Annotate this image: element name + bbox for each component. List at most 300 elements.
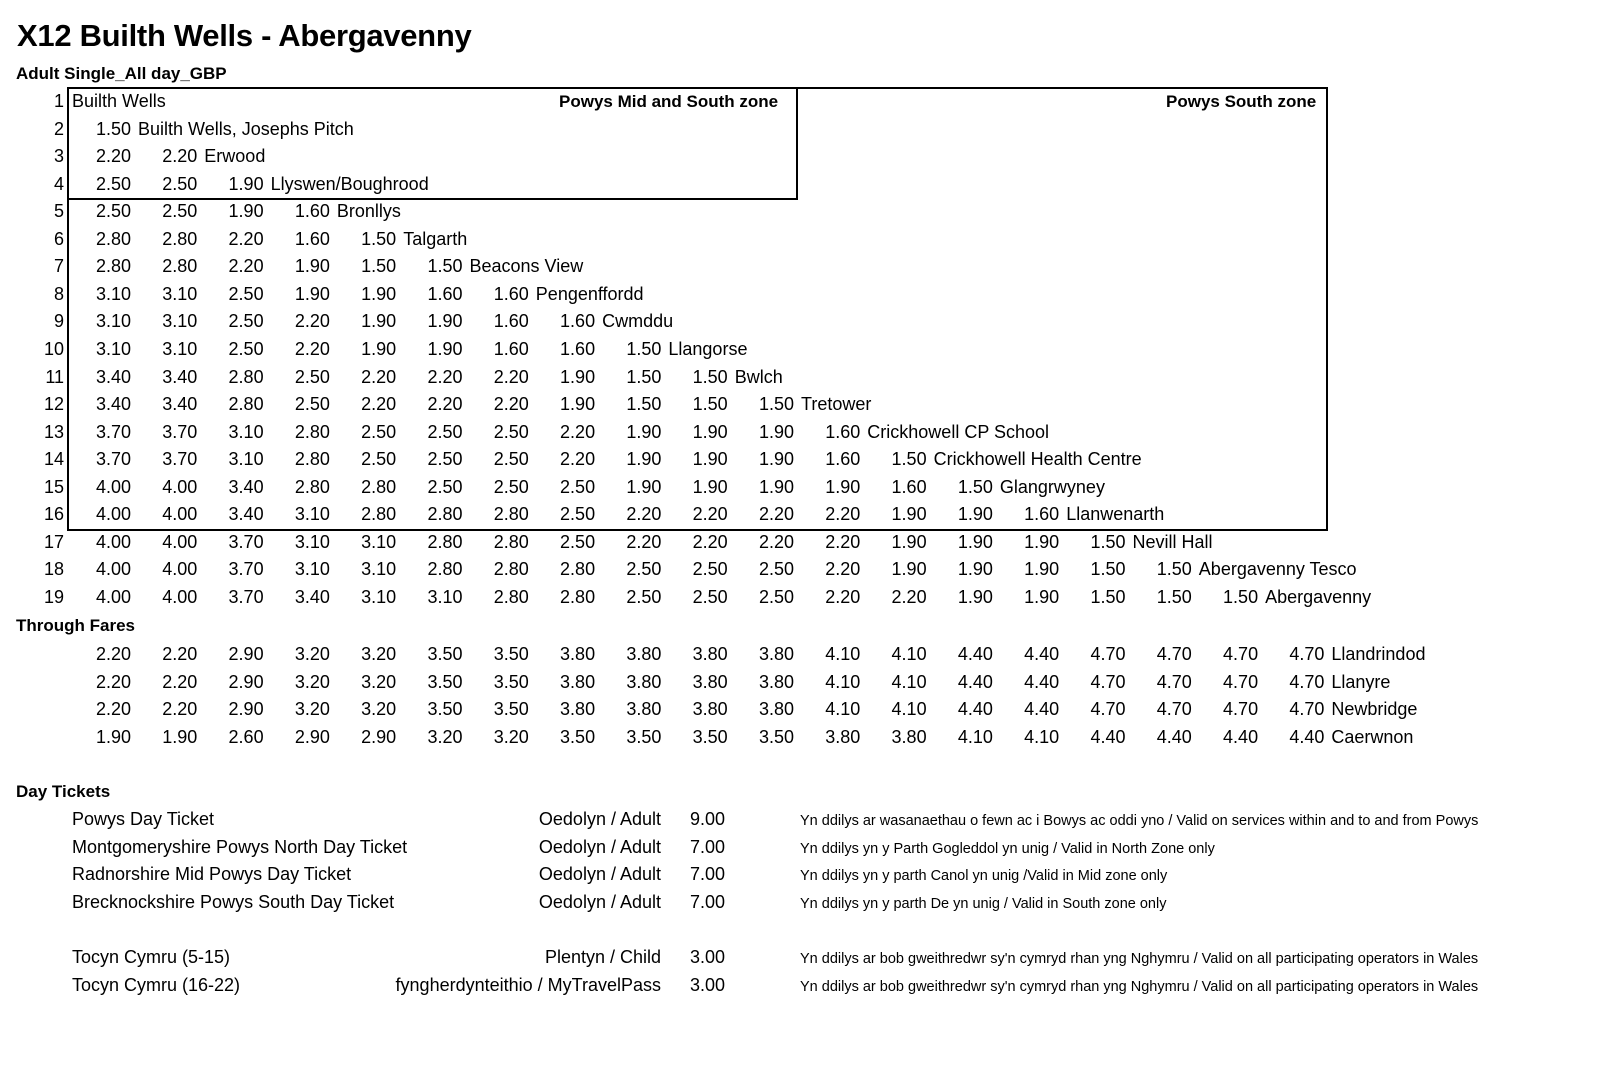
ticket-price: 7.00	[690, 837, 726, 857]
fare-cell: 2.20	[493, 366, 529, 387]
through-fare-cell: 4.10	[891, 699, 927, 720]
through-fare-cell: 3.80	[891, 726, 927, 747]
fare-cell: 1.90	[692, 476, 728, 497]
through-fare-cell: 1.90	[95, 726, 131, 747]
fare-cell: 1.60	[493, 311, 529, 332]
through-fare-cell: 3.80	[560, 699, 596, 720]
through-fare-cell: 3.20	[361, 671, 397, 692]
through-fare-cell: 4.10	[891, 644, 927, 664]
fare-cell: 2.20	[228, 256, 264, 277]
fare-cell: 2.50	[361, 449, 397, 470]
stop-number: 1	[53, 91, 64, 111]
through-fare-cell: 4.70	[1090, 699, 1126, 720]
through-fare-cell: 4.70	[1156, 671, 1192, 692]
through-fare-cell: 3.50	[427, 699, 463, 720]
fare-cell: 2.50	[493, 476, 529, 497]
stop-number: 11	[45, 366, 64, 387]
fare-cell: 2.20	[294, 338, 330, 359]
ticket-passenger-type: Plentyn / Child	[544, 947, 661, 967]
fare-cell: 4.00	[95, 476, 131, 497]
through-fare-cell: 4.70	[1289, 644, 1325, 664]
fare-cell: 2.20	[560, 421, 596, 442]
through-fare-cell: 4.70	[1156, 699, 1192, 720]
through-fare-cell: 2.20	[162, 671, 198, 692]
fare-cell: 2.20	[692, 531, 728, 552]
stop-name: Beacons View	[469, 256, 584, 277]
fare-cell: 1.60	[294, 201, 330, 222]
fare-cell: 2.80	[95, 228, 131, 249]
fare-cell: 2.20	[560, 449, 596, 470]
through-fare-cell: 4.70	[1223, 644, 1259, 664]
fare-cell: 2.50	[162, 201, 198, 222]
through-fare-cell: 4.10	[825, 644, 861, 664]
fare-cell: 1.90	[560, 394, 596, 415]
fare-cell: 2.20	[825, 531, 861, 552]
fare-cell: 2.20	[825, 586, 861, 607]
fare-cell: 1.90	[957, 586, 993, 607]
stop-number: 6	[53, 228, 64, 249]
ticket-validity-note: Yn ddilys ar bob gweithredwr sy'n cymryd rhan yng Nghymru / Valid on all participating operators in Wales	[800, 951, 1479, 967]
stop-number: 7	[53, 256, 64, 277]
fare-cell: 2.50	[228, 311, 264, 332]
fare-cell: 3.40	[162, 394, 198, 415]
fare-cell: 1.50	[692, 366, 728, 387]
stop-name: Talgarth	[403, 228, 468, 249]
through-fare-cell: 4.40	[957, 644, 993, 664]
fare-cell: 1.90	[1024, 559, 1060, 580]
fare-cell: 1.60	[825, 449, 861, 470]
through-fare-cell: 2.20	[95, 699, 131, 720]
stop-name: Crickhowell Health Centre	[933, 449, 1142, 470]
fare-cell: 2.80	[427, 559, 463, 580]
zone-label-mid-south: Powys Mid and South zone	[559, 92, 779, 111]
through-fare-origin: Llanyre	[1331, 671, 1391, 692]
stop-number: 15	[43, 476, 64, 497]
through-fare-cell: 3.20	[361, 644, 397, 664]
fare-cell: 3.70	[228, 586, 264, 607]
fare-cell: 3.10	[95, 283, 131, 304]
fare-cell: 2.80	[162, 256, 198, 277]
stop-number: 9	[53, 311, 64, 332]
fare-cell: 2.50	[162, 173, 198, 194]
fare-cell: 3.40	[95, 394, 131, 415]
stop-name: Pengenffordd	[535, 283, 644, 304]
fare-cell: 1.90	[294, 256, 330, 277]
fare-cell: 1.90	[891, 504, 927, 525]
stop-number: 8	[53, 283, 64, 304]
through-fare-cell: 2.60	[228, 726, 264, 747]
stop-number: 16	[43, 504, 64, 525]
through-fare-cell: 3.80	[560, 644, 596, 664]
fare-cell: 2.20	[891, 586, 927, 607]
fare-cell: 1.90	[825, 476, 861, 497]
through-fare-cell: 2.90	[361, 726, 397, 747]
fare-cell: 1.90	[891, 531, 927, 552]
fare-cell: 2.80	[95, 256, 131, 277]
fare-cell: 3.10	[294, 504, 330, 525]
fare-cell: 1.50	[626, 338, 662, 359]
through-fare-cell: 3.20	[294, 671, 330, 692]
through-fare-cell: 3.80	[825, 726, 861, 747]
fare-cell: 1.90	[427, 338, 463, 359]
fare-cell: 3.10	[95, 338, 131, 359]
fare-cell: 3.70	[95, 449, 131, 470]
fare-cell: 4.00	[95, 531, 131, 552]
fare-cell: 2.80	[162, 228, 198, 249]
through-fare-cell: 3.80	[692, 671, 728, 692]
fare-cell: 2.80	[228, 366, 264, 387]
fare-cell: 1.90	[891, 559, 927, 580]
fare-cell: 2.50	[228, 338, 264, 359]
fare-cell: 4.00	[162, 559, 198, 580]
zone-label-south: Powys South zone	[1166, 92, 1317, 111]
through-fare-cell: 3.80	[560, 671, 596, 692]
fare-cell: 1.90	[758, 449, 794, 470]
fare-cell: 2.50	[228, 283, 264, 304]
ticket-name: Brecknockshire Powys South Day Ticket	[72, 892, 395, 912]
fare-cell: 4.00	[95, 586, 131, 607]
through-fare-cell: 3.50	[758, 726, 794, 747]
stop-name: Abergavenny	[1265, 586, 1372, 607]
fare-cell: 2.50	[95, 201, 131, 222]
ticket-validity-note: Yn ddilys yn y Parth Gogleddol yn unig / Valid in North Zone only	[800, 841, 1215, 857]
stop-number: 12	[43, 394, 64, 415]
fare-cell: 2.50	[626, 586, 662, 607]
fare-cell: 4.00	[162, 586, 198, 607]
stop-number: 13	[43, 421, 64, 442]
fare-cell: 2.50	[692, 559, 728, 580]
ticket-price: 3.00	[690, 975, 726, 995]
through-fare-cell: 4.40	[957, 699, 993, 720]
fare-cell: 2.80	[427, 531, 463, 552]
fare-cell: 1.50	[758, 394, 794, 415]
stop-name: Llyswen/Boughrood	[270, 173, 429, 194]
ticket-name: Tocyn Cymru (16-22)	[72, 975, 241, 995]
stop-number: 5	[53, 201, 64, 222]
fare-cell: 2.50	[427, 449, 463, 470]
fare-cell: 1.90	[427, 311, 463, 332]
through-fare-cell: 4.10	[891, 671, 927, 692]
through-fare-cell: 3.20	[294, 644, 330, 664]
fare-cell: 1.50	[692, 394, 728, 415]
fare-cell: 1.50	[957, 476, 993, 497]
fare-cell: 2.50	[95, 173, 131, 194]
ticket-passenger-type: fyngherdynteithio / MyTravelPass	[395, 975, 661, 995]
fare-cell: 3.10	[162, 283, 198, 304]
fare-cell: 4.00	[162, 531, 198, 552]
fare-cell: 2.80	[427, 504, 463, 525]
fare-cell: 4.00	[95, 504, 131, 525]
fare-cell: 1.90	[758, 421, 794, 442]
fare-cell: 2.20	[493, 394, 529, 415]
ticket-name: Powys Day Ticket	[72, 809, 215, 829]
fare-cell: 2.80	[560, 586, 596, 607]
ticket-price: 9.00	[690, 809, 726, 829]
through-fare-cell: 4.10	[825, 671, 861, 692]
fare-cell: 1.90	[626, 421, 662, 442]
fare-cell: 2.20	[825, 504, 861, 525]
fare-cell: 1.50	[626, 366, 662, 387]
ticket-name: Tocyn Cymru (5-15)	[72, 947, 231, 967]
fare-cell: 3.10	[162, 311, 198, 332]
fare-cell: 1.50	[361, 256, 397, 277]
through-fare-cell: 4.40	[1223, 726, 1259, 747]
fare-cell: 3.40	[228, 476, 264, 497]
ticket-passenger-type: Oedolyn / Adult	[538, 837, 661, 857]
fare-cell: 1.90	[626, 449, 662, 470]
fare-cell: 3.10	[228, 421, 264, 442]
fare-cell: 3.10	[427, 586, 463, 607]
fare-cell: 1.90	[361, 283, 397, 304]
fare-cell: 2.80	[560, 559, 596, 580]
fare-cell: 1.90	[758, 476, 794, 497]
fare-cell: 2.20	[361, 394, 397, 415]
fare-cell: 3.70	[162, 449, 198, 470]
fare-cell: 2.50	[493, 449, 529, 470]
fare-cell: 2.20	[361, 366, 397, 387]
through-fare-cell: 3.50	[427, 644, 463, 664]
fare-cell: 1.50	[427, 256, 463, 277]
fare-type-subtitle: Adult Single_All day_GBP	[16, 64, 227, 83]
fare-cell: 1.60	[891, 476, 927, 497]
through-fare-cell: 4.40	[1289, 726, 1325, 747]
ticket-validity-note: Yn ddilys ar wasanaethau o fewn ac i Bowys ac oddi yno / Valid on services within and to and from Powys	[800, 813, 1479, 829]
through-fare-cell: 4.40	[1156, 726, 1192, 747]
through-fare-cell: 4.40	[1024, 671, 1060, 692]
fare-cell: 4.00	[95, 559, 131, 580]
ticket-price: 7.00	[690, 892, 726, 912]
fare-cell: 3.40	[294, 586, 330, 607]
fare-cell: 2.20	[825, 559, 861, 580]
through-fare-cell: 3.20	[361, 699, 397, 720]
fare-cell: 1.60	[560, 311, 596, 332]
ticket-passenger-type: Oedolyn / Adult	[538, 809, 661, 829]
fare-cell: 2.20	[294, 311, 330, 332]
through-fare-cell: 3.80	[692, 644, 728, 664]
fare-cell: 3.70	[162, 421, 198, 442]
stop-number: 4	[53, 173, 64, 194]
through-fare-cell: 3.50	[427, 671, 463, 692]
fare-cell: 3.10	[294, 531, 330, 552]
fare-cell: 2.20	[427, 394, 463, 415]
through-fare-cell: 3.80	[758, 699, 794, 720]
through-fare-cell: 4.10	[957, 726, 993, 747]
fare-cell: 2.80	[493, 504, 529, 525]
through-fare-cell: 1.90	[162, 726, 198, 747]
stop-number: 3	[53, 146, 64, 167]
fare-cell: 2.20	[626, 531, 662, 552]
through-fare-cell: 4.10	[1024, 726, 1060, 747]
fare-cell: 1.60	[294, 228, 330, 249]
through-fare-cell: 3.80	[692, 699, 728, 720]
through-fare-cell: 3.80	[626, 671, 662, 692]
fare-cell: 3.40	[228, 504, 264, 525]
fare-cell: 1.50	[1090, 531, 1126, 552]
fare-cell: 2.80	[493, 586, 529, 607]
through-fare-origin: Caerwnon	[1331, 726, 1414, 747]
fare-cell: 2.20	[162, 146, 198, 167]
stop-number: 18	[43, 559, 64, 580]
stop-name: Glangrwyney	[999, 476, 1105, 497]
fare-cell: 1.50	[1156, 559, 1192, 580]
through-fare-cell: 4.70	[1090, 671, 1126, 692]
through-fare-cell: 3.80	[626, 644, 662, 664]
stop-number: 19	[43, 586, 64, 607]
fare-cell: 2.80	[361, 476, 397, 497]
fare-cell: 2.20	[95, 146, 131, 167]
fare-cell: 1.50	[1090, 586, 1126, 607]
fare-cell: 1.90	[1024, 531, 1060, 552]
through-fare-cell: 3.50	[626, 726, 662, 747]
through-fare-cell: 3.20	[493, 726, 529, 747]
fare-cell: 1.90	[626, 476, 662, 497]
through-fare-cell: 3.50	[692, 726, 728, 747]
fare-cell: 2.20	[427, 366, 463, 387]
fare-cell: 2.50	[361, 421, 397, 442]
through-fare-cell: 4.70	[1090, 644, 1126, 664]
fare-cell: 2.50	[427, 476, 463, 497]
fare-cell: 1.90	[560, 366, 596, 387]
fare-cell: 1.90	[228, 201, 264, 222]
fare-cell: 2.80	[294, 476, 330, 497]
fare-cell: 2.50	[294, 394, 330, 415]
fare-cell: 1.50	[1223, 586, 1259, 607]
through-fare-origin: Llandrindod	[1331, 644, 1426, 664]
fare-cell: 2.80	[294, 421, 330, 442]
fare-cell: 1.50	[95, 118, 131, 139]
ticket-passenger-type: Oedolyn / Adult	[538, 864, 661, 884]
fare-cell: 2.50	[294, 366, 330, 387]
through-fare-cell: 4.70	[1289, 699, 1325, 720]
fare-cell: 2.50	[560, 504, 596, 525]
ticket-validity-note: Yn ddilys yn y parth Canol yn unig /Valid in Mid zone only	[800, 868, 1168, 884]
fare-cell: 3.40	[95, 366, 131, 387]
fare-cell: 1.50	[361, 228, 397, 249]
stop-name: Llanwenarth	[1066, 504, 1165, 525]
through-fare-cell: 2.20	[95, 644, 131, 664]
ticket-validity-note: Yn ddilys yn y parth De yn unig / Valid in South zone only	[800, 896, 1167, 912]
fare-cell: 2.50	[626, 559, 662, 580]
fare-cell: 1.60	[493, 338, 529, 359]
fare-cell: 3.10	[361, 586, 397, 607]
through-fare-origin: Newbridge	[1331, 699, 1418, 720]
fare-cell: 2.50	[560, 531, 596, 552]
fare-cell: 1.60	[1024, 504, 1060, 525]
fare-cell: 2.50	[560, 476, 596, 497]
stop-name: Builth Wells, Josephs Pitch	[138, 118, 354, 139]
through-fare-cell: 4.40	[957, 671, 993, 692]
ticket-name: Montgomeryshire Powys North Day Ticket	[72, 837, 408, 857]
day-tickets-heading: Day Tickets	[16, 782, 111, 801]
fare-cell: 1.90	[957, 531, 993, 552]
through-fare-cell: 3.50	[493, 699, 529, 720]
stop-name: Crickhowell CP School	[867, 421, 1050, 442]
fare-cell: 3.10	[294, 559, 330, 580]
through-fare-cell: 3.50	[493, 644, 529, 664]
fare-cell: 2.20	[692, 504, 728, 525]
through-fare-cell: 2.20	[162, 699, 198, 720]
stop-name: Llangorse	[668, 338, 748, 359]
fare-cell: 1.90	[692, 421, 728, 442]
through-fare-cell: 3.80	[758, 671, 794, 692]
through-fare-cell: 4.70	[1223, 699, 1259, 720]
fare-cell: 1.90	[361, 311, 397, 332]
stop-name: Bronllys	[336, 201, 401, 222]
ticket-name: Radnorshire Mid Powys Day Ticket	[72, 864, 352, 884]
stop-name: Nevill Hall	[1132, 531, 1213, 552]
stop-number: 17	[43, 531, 64, 552]
fare-cell: 2.80	[493, 559, 529, 580]
through-fare-cell: 3.80	[758, 644, 794, 664]
fare-cell: 1.90	[692, 449, 728, 470]
through-fare-cell: 2.20	[162, 644, 198, 664]
fare-cell: 1.50	[1090, 559, 1126, 580]
fare-cell: 3.40	[162, 366, 198, 387]
fare-cell: 3.70	[95, 421, 131, 442]
fare-cell: 3.70	[228, 559, 264, 580]
fare-cell: 1.90	[228, 173, 264, 194]
through-fare-cell: 3.20	[294, 699, 330, 720]
fare-cell: 2.50	[493, 421, 529, 442]
fare-cell: 1.50	[1156, 586, 1192, 607]
fare-cell: 2.50	[758, 586, 794, 607]
through-fare-cell: 4.70	[1289, 671, 1325, 692]
ticket-passenger-type: Oedolyn / Adult	[538, 892, 661, 912]
fare-cell: 1.60	[427, 283, 463, 304]
through-fare-cell: 3.50	[493, 671, 529, 692]
through-fare-cell: 4.40	[1024, 699, 1060, 720]
fare-cell: 3.10	[361, 559, 397, 580]
fare-cell: 2.80	[228, 394, 264, 415]
fare-cell: 3.10	[162, 338, 198, 359]
fare-cell: 2.80	[361, 504, 397, 525]
through-fare-cell: 4.70	[1223, 671, 1259, 692]
through-fare-cell: 3.80	[626, 699, 662, 720]
through-fare-cell: 4.10	[825, 699, 861, 720]
fare-cell: 1.90	[1024, 586, 1060, 607]
through-fare-cell: 4.70	[1156, 644, 1192, 664]
stop-name: Builth Wells	[72, 91, 166, 111]
fare-cell: 1.90	[294, 283, 330, 304]
fare-cell: 2.80	[294, 449, 330, 470]
through-fare-cell: 2.90	[228, 671, 264, 692]
fare-cell: 1.90	[957, 559, 993, 580]
fare-cell: 2.80	[493, 531, 529, 552]
through-fare-cell: 2.90	[228, 644, 264, 664]
fare-cell: 1.60	[560, 338, 596, 359]
through-fare-cell: 2.20	[95, 671, 131, 692]
stop-name: Erwood	[204, 146, 266, 167]
fare-cell: 1.90	[361, 338, 397, 359]
through-fare-cell: 4.40	[1024, 644, 1060, 664]
stop-number: 14	[43, 449, 64, 470]
fare-cell: 1.60	[493, 283, 529, 304]
fare-cell: 2.50	[427, 421, 463, 442]
through-fare-cell: 2.90	[294, 726, 330, 747]
stop-name: Cwmddu	[602, 311, 674, 332]
fare-cell: 2.50	[758, 559, 794, 580]
fare-cell: 3.10	[228, 449, 264, 470]
ticket-price: 7.00	[690, 864, 726, 884]
fare-cell: 1.50	[891, 449, 927, 470]
fare-cell: 3.70	[228, 531, 264, 552]
fare-cell: 1.50	[626, 394, 662, 415]
fare-cell: 2.20	[626, 504, 662, 525]
stop-name: Bwlch	[734, 366, 783, 387]
fare-cell: 2.50	[692, 586, 728, 607]
stop-name: Abergavenny Tesco	[1198, 559, 1357, 580]
fare-cell: 3.10	[361, 531, 397, 552]
